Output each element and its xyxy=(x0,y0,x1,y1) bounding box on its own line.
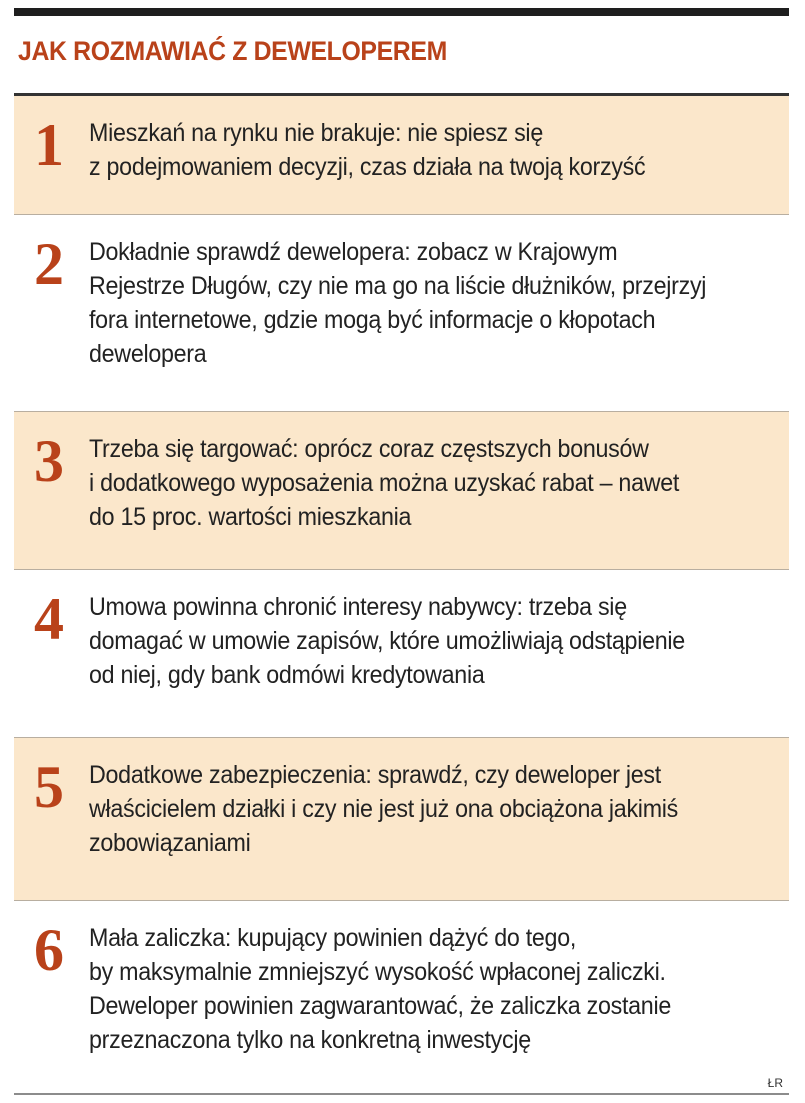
item-text-line: dewelopera xyxy=(89,340,207,368)
list-item xyxy=(14,901,789,1093)
item-text xyxy=(89,590,779,692)
item-text-line: właścicielem działki i czy nie jest już ona obciążona jakimiś xyxy=(89,795,679,823)
author-signature: ŁR xyxy=(767,1076,783,1090)
bottom-rule xyxy=(14,1093,789,1095)
item-text-line: i dodatkowego wyposażenia można uzyskać rabat – nawet xyxy=(89,469,680,497)
item-text-line: Rejestrze Długów, czy nie ma go na liście dłużników, przejrzyj xyxy=(89,272,707,300)
item-text-line: przeznaczona tylko na konkretną inwestycję xyxy=(89,1026,531,1054)
item-number: 4 xyxy=(34,586,64,652)
item-text xyxy=(89,116,779,184)
item-text xyxy=(89,758,779,860)
item-number: 5 xyxy=(34,754,64,820)
item-text-line: Mieszkań na rynku nie brakuje: nie spiesz się xyxy=(89,119,543,147)
item-number: 1 xyxy=(34,112,64,178)
item-text-line: z podejmowaniem decyzji, czas działa na twoją korzyść xyxy=(89,153,646,181)
item-text-line: Dodatkowe zabezpieczenia: sprawdź, czy deweloper jest xyxy=(89,761,661,789)
item-text xyxy=(89,432,779,534)
item-number: 6 xyxy=(34,917,64,983)
item-text-line: do 15 proc. wartości mieszkania xyxy=(89,503,412,531)
item-text-line: Trzeba się targować: oprócz coraz częstszych bonusów xyxy=(89,435,649,463)
item-text xyxy=(89,235,779,371)
list-item xyxy=(14,738,789,901)
item-text-line: Dokładnie sprawdź dewelopera: zobacz w Krajowym xyxy=(89,238,618,266)
item-text xyxy=(89,921,779,1057)
item-text-line: Deweloper powinien zagwarantować, że zaliczka zostanie xyxy=(89,992,672,1020)
item-text-line: zobowiązaniami xyxy=(89,829,251,857)
item-text-line: od niej, gdy bank odmówi kredytowania xyxy=(89,661,485,689)
item-text-line: domagać w umowie zapisów, które umożliwiają odstąpienie xyxy=(89,627,685,655)
list-item xyxy=(14,96,789,215)
page-title: JAK ROZMAWIAĆ Z DEWELOPEREM xyxy=(18,36,447,66)
item-text-line: by maksymalnie zmniejszyć wysokość wpłaconej zaliczki. xyxy=(89,958,666,986)
list-item xyxy=(14,412,789,570)
top-rule xyxy=(14,8,789,16)
item-number: 3 xyxy=(34,428,64,494)
item-text-line: fora internetowe, gdzie mogą być informacje o kłopotach xyxy=(89,306,656,334)
list-item xyxy=(14,215,789,412)
list-item xyxy=(14,570,789,738)
item-text-line: Mała zaliczka: kupujący powinien dążyć do tego, xyxy=(89,924,577,952)
item-text-line: Umowa powinna chronić interesy nabywcy: trzeba się xyxy=(89,593,627,621)
item-number: 2 xyxy=(34,231,64,297)
